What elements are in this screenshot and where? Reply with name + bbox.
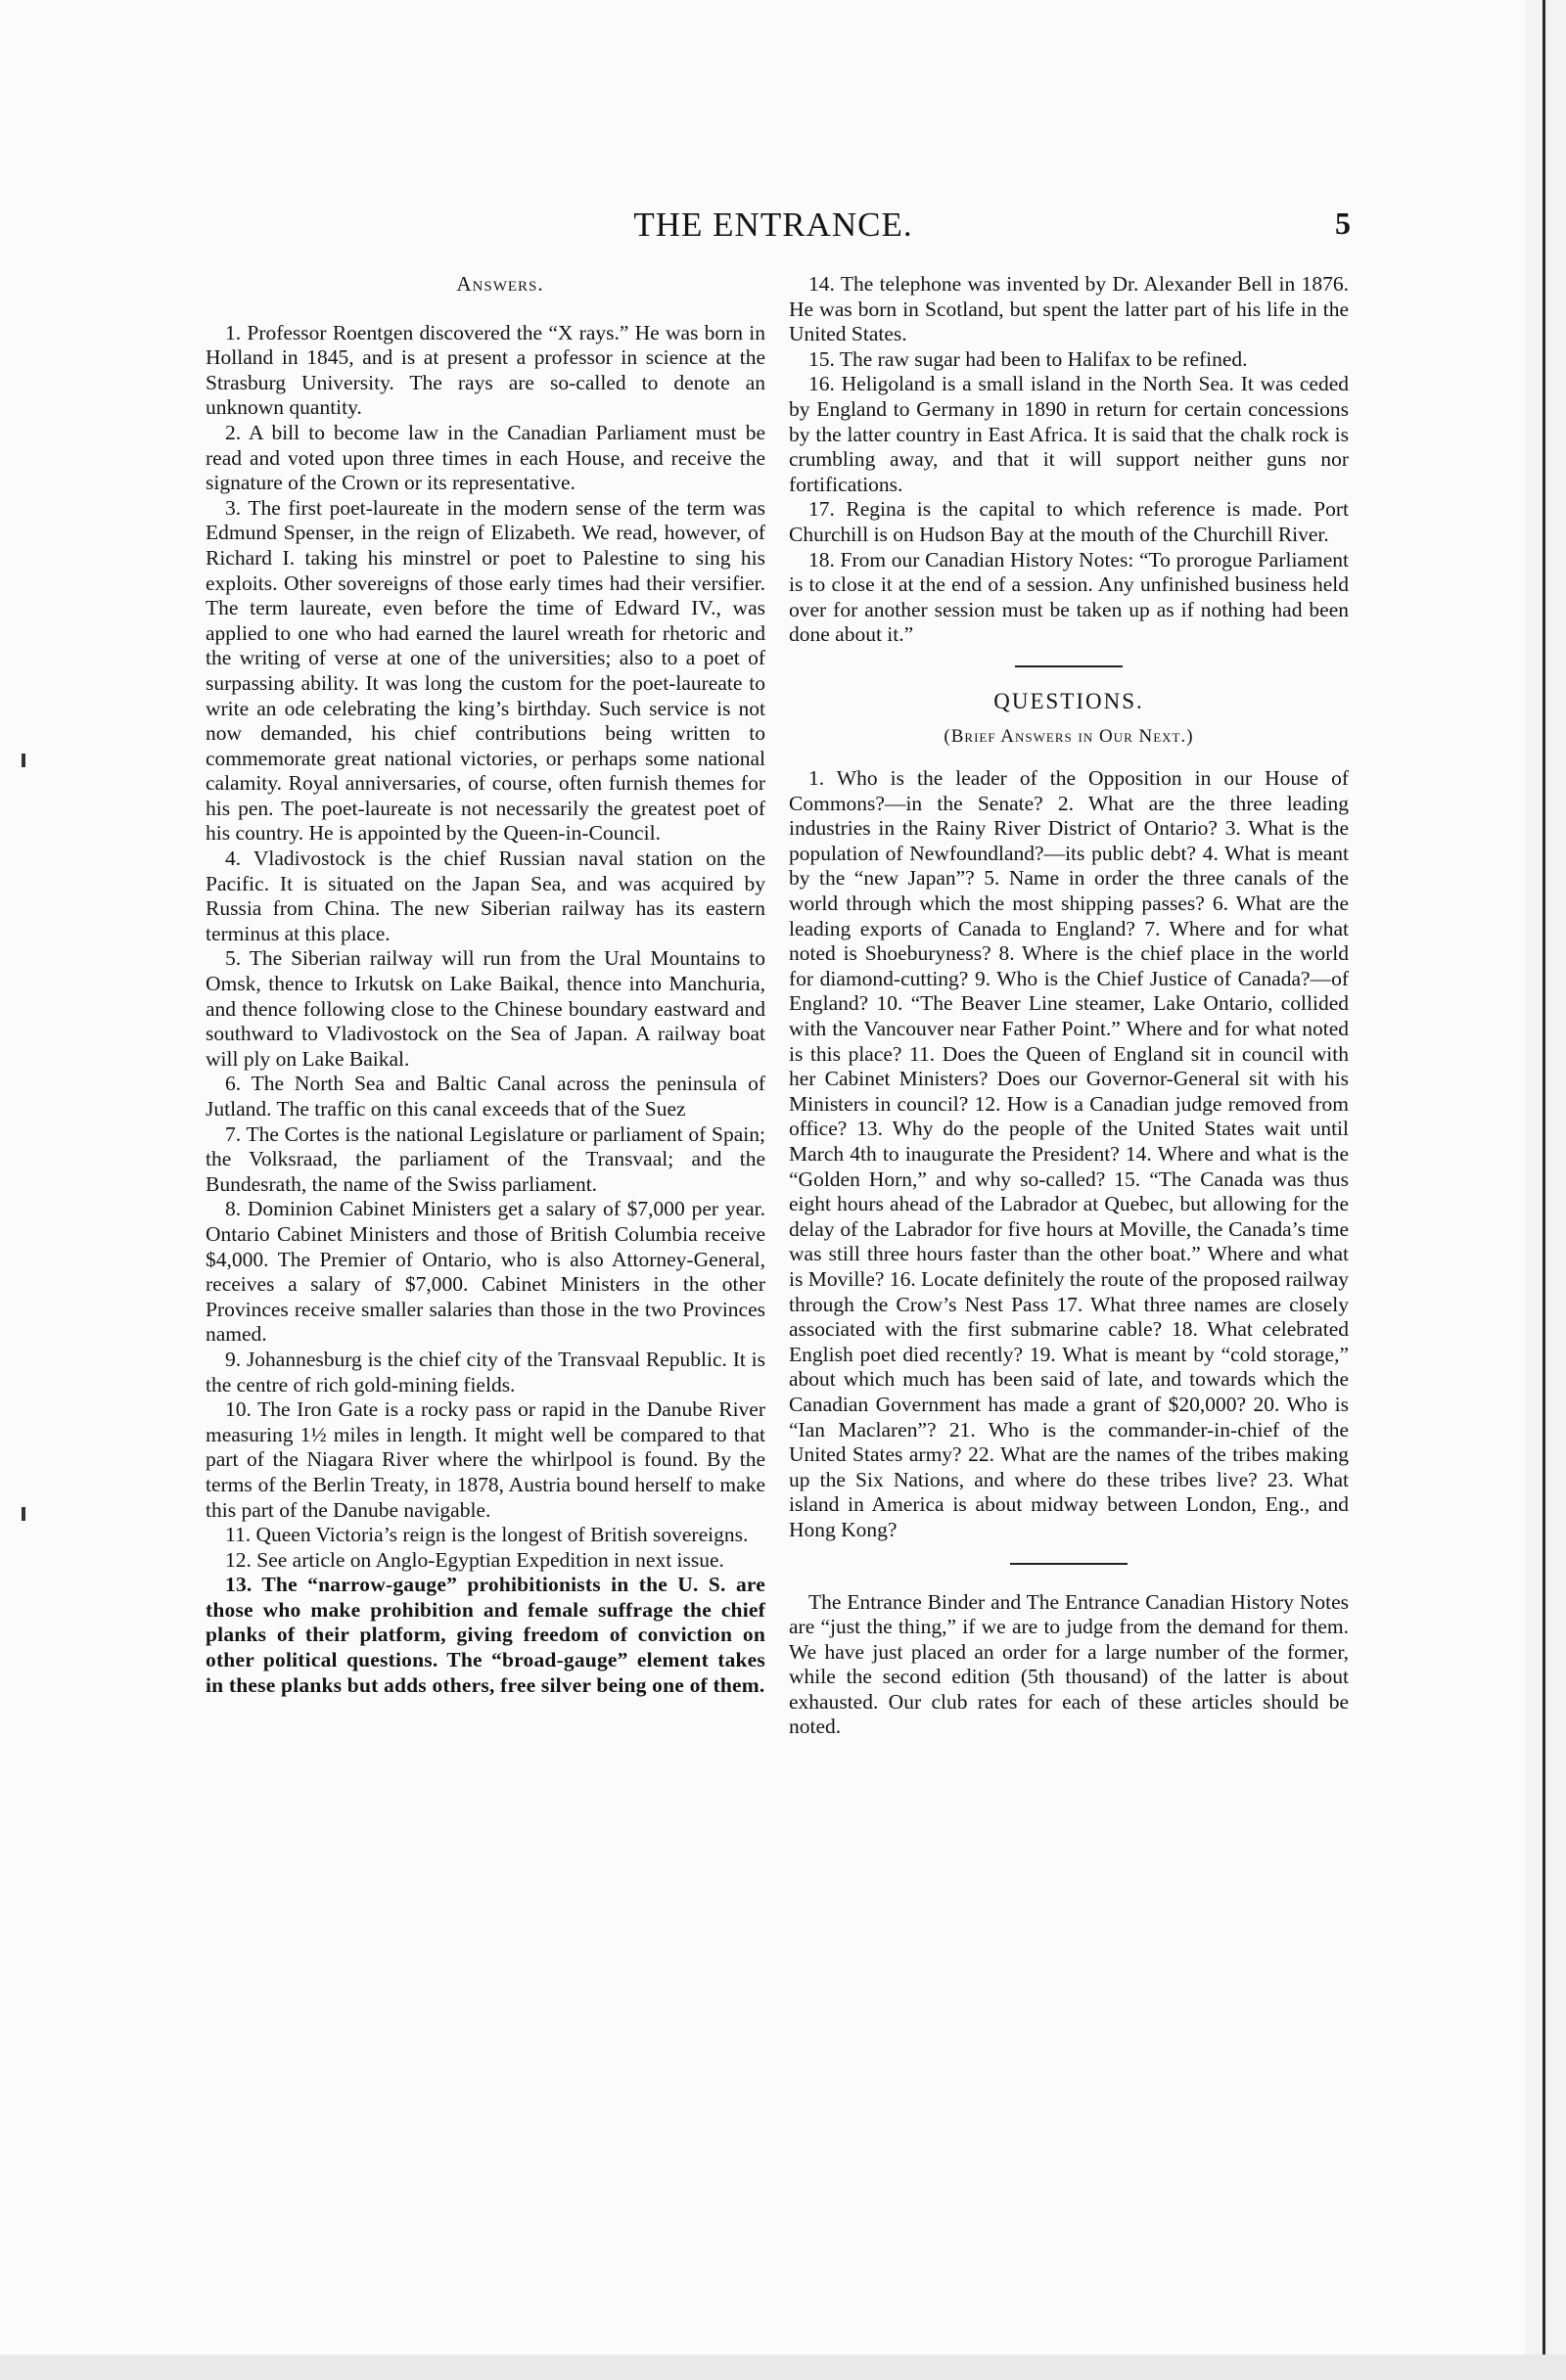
edge-line bbox=[1543, 0, 1545, 2380]
page-edge bbox=[1525, 0, 1566, 2380]
left-column bbox=[206, 272, 765, 1698]
scan-mark bbox=[22, 1507, 25, 1521]
section-divider bbox=[1015, 665, 1123, 667]
answer-item: 1. Professor Roentgen discovered the “X rays.” He was born in Holland in 1845, and is at present a professor in science at the Strasburg University. The rays are so-called to denote an unknown quantity. bbox=[206, 320, 765, 420]
answer-item: 3. The first poet-laureate in the modern sense of the term was Edmund Spenser, in the reign of Elizabeth. We read, however, of Richard I. taking his minstrel or poet to Palestine to sing his exploits. Other sovereigns of those early times had their versifier. The term laureate, even before the time of Edward IV., was applied to one who had earned the laurel wreath for rhetoric and the writing of verse at one of the universities; also to a poet of surpassing ability. It was long the custom for the poet-laureate to write an ode celebrating the king’s birthday. Such service is not now demanded, his chief contributions being written to commemorate great national victories, or perhaps some national calamity. Royal anniversaries, of course, often furnish themes for his pen. The poet-laureate is not necessarily the greatest poet of his country. He is appointed by the Queen-in-Council. bbox=[206, 495, 765, 846]
answer-item: 9. Johannesburg is the chief city of the Transvaal Republic. It is the centre of rich gold-mining fields. bbox=[206, 1347, 765, 1396]
answer-item: 18. From our Canadian History Notes: “To prorogue Parliament is to close it at the end of a session. Any unfinished business held over for another session must be taken up as if nothing had been done about it.” bbox=[789, 547, 1349, 647]
right-column bbox=[789, 272, 1349, 1740]
questions-heading: QUESTIONS. bbox=[993, 688, 1144, 713]
answer-item: 4. Vladivostock is the chief Russian naval station on the Pacific. It is situated on the Japan Sea, and was acquired by Russia from China. The new Siberian railway has its eastern terminus at this place. bbox=[206, 847, 765, 945]
running-title: THE ENTRANCE. bbox=[633, 206, 913, 244]
section-divider bbox=[1010, 1563, 1128, 1565]
questions-subheading: (Brief Answers in Our Next.) bbox=[944, 725, 1194, 747]
answer-item: 6. The North Sea and Baltic Canal across the peninsula of Jutland. The traffic on this canal exceeds that of the Suez bbox=[206, 1072, 765, 1121]
answer-item: 17. Regina is the capital to which reference is made. Port Churchill is on Hudson Bay at the mouth of the Churchill River. bbox=[789, 497, 1349, 546]
answer-item: 12. See article on Anglo-Egyptian Expedition in next issue. bbox=[225, 1547, 724, 1572]
scan-mark bbox=[22, 754, 25, 767]
answer-item: 5. The Siberian railway will run from the Ural Mountains to Omsk, thence to Irkutsk on Lake Baikal, thence into Manchuria, and thence following close to the Chinese boundary eastward and southward to Vladivostock on the Sea of Japan. A railway boat will ply on Lake Baikal. bbox=[206, 946, 765, 1071]
answer-item: 10. The Iron Gate is a rocky pass or rapid in the Danube River measuring 1½ miles in length. It might well be compared to that part of the Niagara River where the whirlpool is found. By the terms of the Berlin Treaty, in 1878, Austria bound herself to make this part of the Danube navigable. bbox=[206, 1397, 765, 1522]
answer-item: 8. Dominion Cabinet Ministers get a salary of $7,000 per year. Ontario Cabinet Ministers and those of British Columbia receive $4,000. The Premier of Ontario, who is also Attorney-General, receives a salary of $7,000. Cabinet Ministers in the other Provinces receive smaller salaries than those in the two Provinces named. bbox=[206, 1197, 765, 1347]
answer-item: 13. The “narrow-gauge” prohibitionists in the U. S. are those who make prohibition and female suffrage the chief planks of their platform, giving freedom of conviction on other political questions. The “broad-gauge” element takes in these planks but adds others, free silver being one of them. bbox=[206, 1573, 765, 1697]
scan-bottom-band bbox=[0, 2355, 1566, 2380]
answer-item: 14. The telephone was invented by Dr. Alexander Bell in 1876. He was born in Scotland, but spent the latter part of his life in the United States. bbox=[789, 272, 1349, 346]
questions-body: 1. Who is the leader of the Opposition in our House of Commons?—in the Senate? 2. What are the three leading industries in the Rainy River District of Ontario? 3. What is the population of Newfoundland?—its public debt? 4. What is meant by the “new Japan”? 5. Name in order the three canals of the world through which the most shipping passes? 6. What are the leading exports of Canada to England? 7. Where and for what noted is Shoeburyness? 8. Where is the chief place in the world for diamond-cutting? 9. Who is the Chief Justice of Canada?—of England? 10. “The Beaver Line steamer, Lake Ontario, collided with the Vancouver near Father Point.” Where and for what noted is this place? 11. Does the Queen of England sit in council with her Cabinet Ministers? Does our Governor-General sit with his Ministers in council? 12. How is a Canadian judge removed from office? 13. Why do the people of the United States wait until March 4th to inaugurate the President? 14. Where and what is the “Golden Horn,” and why so-called? 15. “The Canada was thus eight hours ahead of the Labrador at Quebec, but allowing for the delay of the Labrador for five hours at Moville, the Canada’s time was still three hours faster than the other boat.” Where and what is Moville? 16. Locate definitely the route of the proposed railway through the Crow’s Nest Pass 17. What three names are closely associated with the first submarine cable? 18. What celebrated English poet died recently? 19. What is meant by “cold storage,” about which much has been said of late, and towards which the Canadian Government has made a grant of $20,000? 20. Who is “Ian Maclaren”? 21. Who is the commander-in-chief of the United States army? 22. What are the names of the tribes making up the Six Nations, and where do these tribes live? 23. What island in America is about midway between London, Eng., and Hong Kong? bbox=[789, 766, 1349, 1541]
page-number: 5 bbox=[1335, 206, 1351, 241]
answer-item: 2. A bill to become law in the Canadian Parliament must be read and voted upon three times in each House, and receive the signature of the Crown or its representative. bbox=[206, 420, 765, 495]
answers-heading: Answers. bbox=[456, 272, 544, 296]
page-header bbox=[196, 206, 1351, 254]
answer-item: 16. Heligoland is a small island in the North Sea. It was ceded by England to Germany in 1890 in return for certain concessions by the latter country in East Africa. It is said that the chalk rock is crumbling away, and that it will support neither guns nor fortifications. bbox=[789, 372, 1349, 496]
answer-item: 15. The raw sugar had been to Halifax to be refined. bbox=[808, 346, 1248, 371]
answer-item: 7. The Cortes is the national Legislature or parliament of Spain; the Volksraad, the parliament of the Transvaal; and the Bundesrath, the name of the Swiss parliament. bbox=[206, 1121, 765, 1196]
entrance-notice: The Entrance Binder and The Entrance Canadian History Notes are “just the thing,” if we are to judge from the demand for them. We have just placed an order for a large number of the former, while the second edition (5th thousand) of the latter is about exhausted. Our club rates for each of these articles should be noted. bbox=[789, 1589, 1349, 1739]
answer-item: 11. Queen Victoria’s reign is the longest of British sovereigns. bbox=[225, 1523, 749, 1547]
